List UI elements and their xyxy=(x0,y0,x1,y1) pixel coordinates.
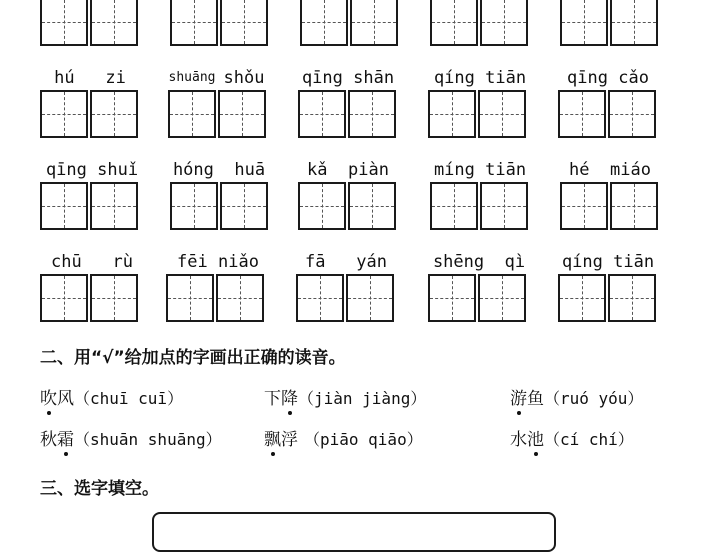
char-cell[interactable] xyxy=(610,182,658,230)
char-box-pair[interactable] xyxy=(428,274,528,322)
char-box-pair[interactable] xyxy=(40,90,140,138)
char-box-pair[interactable] xyxy=(560,182,660,230)
char-box-pair[interactable] xyxy=(298,90,398,138)
char-box-pair[interactable] xyxy=(40,0,140,46)
writing-grid-row-1 xyxy=(0,0,701,46)
char-cell[interactable] xyxy=(428,90,476,138)
pinyin-label: shǒu xyxy=(223,68,265,88)
dotted-character: 吹 xyxy=(40,384,57,409)
char-cell[interactable] xyxy=(480,0,528,46)
character: 秋 xyxy=(40,430,57,450)
char-box-pair[interactable] xyxy=(170,0,270,46)
char-cell[interactable] xyxy=(170,0,218,46)
char-cell[interactable] xyxy=(298,90,346,138)
pinyin-label: míng tiān xyxy=(433,160,527,180)
char-cell[interactable] xyxy=(300,0,348,46)
char-cell[interactable] xyxy=(428,274,476,322)
char-cell[interactable] xyxy=(350,0,398,46)
char-cell[interactable] xyxy=(296,274,344,322)
pinyin-label: hóng huā xyxy=(172,160,266,180)
pronunciation-item[interactable] xyxy=(40,425,222,450)
char-cell[interactable] xyxy=(90,274,138,322)
dotted-character: 降 xyxy=(281,384,298,409)
char-box-pair[interactable] xyxy=(298,182,398,230)
char-box-pair[interactable] xyxy=(558,90,658,138)
char-box-pair[interactable] xyxy=(170,182,270,230)
pinyin-options[interactable]: （chuī cuī） xyxy=(74,389,184,408)
dotted-character: 飘 xyxy=(264,425,281,450)
char-cell[interactable] xyxy=(170,182,218,230)
char-cell[interactable] xyxy=(218,90,266,138)
char-cell[interactable] xyxy=(90,90,138,138)
char-cell[interactable] xyxy=(40,182,88,230)
char-box-pair[interactable] xyxy=(168,90,268,138)
char-cell[interactable] xyxy=(90,0,138,46)
char-box-pair[interactable] xyxy=(430,0,530,46)
writing-grid-row-3 xyxy=(0,182,701,230)
dotted-character: 霜 xyxy=(57,425,74,450)
char-cell[interactable] xyxy=(430,0,478,46)
char-box-pair[interactable] xyxy=(430,182,530,230)
char-cell[interactable] xyxy=(608,90,656,138)
char-box-pair[interactable] xyxy=(40,274,140,322)
pinyin-label: fā yán xyxy=(305,252,387,272)
char-cell[interactable] xyxy=(40,0,88,46)
char-cell[interactable] xyxy=(430,182,478,230)
pinyin-label: kǎ piàn xyxy=(307,160,389,180)
char-cell[interactable] xyxy=(348,90,396,138)
pinyin-label: chū rù xyxy=(51,252,133,272)
pinyin-label: shēng qì xyxy=(432,252,526,272)
pinyin-options[interactable]: （jiàn jiàng） xyxy=(298,389,427,408)
char-cell[interactable] xyxy=(558,90,606,138)
section-2-title: 二、用“√”给加点的字画出正确的读音。 xyxy=(40,348,346,368)
char-box-pair[interactable] xyxy=(166,274,266,322)
pronunciation-item[interactable] xyxy=(510,425,634,450)
char-cell[interactable] xyxy=(40,90,88,138)
pinyin-label: qīng shuǐ xyxy=(45,160,139,180)
dotted-character: 游 xyxy=(510,384,527,409)
pinyin-options[interactable]: （ruó yóu） xyxy=(544,389,644,408)
char-box-pair[interactable] xyxy=(428,90,528,138)
char-box-pair[interactable] xyxy=(558,274,658,322)
pinyin-label: qíng tiān xyxy=(433,68,527,88)
char-cell[interactable] xyxy=(348,182,396,230)
char-cell[interactable] xyxy=(298,182,346,230)
writing-grid-row-2 xyxy=(0,90,701,138)
character: 下 xyxy=(264,389,281,409)
char-cell[interactable] xyxy=(216,274,264,322)
char-cell[interactable] xyxy=(478,274,526,322)
pinyin-label: shuāng xyxy=(168,70,216,85)
character: 风 xyxy=(57,389,74,409)
character: 浮 xyxy=(281,430,298,450)
pronunciation-item[interactable] xyxy=(264,384,426,409)
pinyin-options[interactable]: （cí chí） xyxy=(544,430,634,449)
character: 鱼 xyxy=(527,389,544,409)
pinyin-label: fēi niǎo xyxy=(177,252,259,272)
pinyin-label: qīng shān xyxy=(301,68,395,88)
pronunciation-item[interactable] xyxy=(40,384,183,409)
pinyin-options[interactable]: （shuān shuāng） xyxy=(74,430,222,449)
char-cell[interactable] xyxy=(558,274,606,322)
char-cell[interactable] xyxy=(220,0,268,46)
pinyin-label: hé miáo xyxy=(569,160,651,180)
char-box-pair[interactable] xyxy=(40,182,140,230)
char-cell[interactable] xyxy=(610,0,658,46)
char-cell[interactable] xyxy=(608,274,656,322)
dotted-character: 池 xyxy=(527,425,544,450)
pinyin-label: qīng cǎo xyxy=(567,68,649,88)
char-box-pair[interactable] xyxy=(300,0,400,46)
char-cell[interactable] xyxy=(560,182,608,230)
char-box-pair[interactable] xyxy=(296,274,396,322)
word-choice-box xyxy=(152,512,556,552)
char-cell[interactable] xyxy=(478,90,526,138)
character: 水 xyxy=(510,430,527,450)
section-3-title: 三、选字填空。 xyxy=(40,479,159,499)
pinyin-label: qíng tiān xyxy=(561,252,655,272)
pronunciation-item[interactable] xyxy=(264,425,423,450)
char-cell[interactable] xyxy=(560,0,608,46)
char-cell[interactable] xyxy=(480,182,528,230)
pinyin-options[interactable]: （piāo qiāo） xyxy=(304,430,423,449)
char-box-pair[interactable] xyxy=(560,0,660,46)
char-cell[interactable] xyxy=(346,274,394,322)
char-cell[interactable] xyxy=(90,182,138,230)
char-cell[interactable] xyxy=(40,274,88,322)
writing-grid-row-4 xyxy=(0,274,701,322)
char-cell[interactable] xyxy=(168,90,216,138)
pinyin-label: hú zi xyxy=(54,68,126,88)
char-cell[interactable] xyxy=(220,182,268,230)
char-cell[interactable] xyxy=(166,274,214,322)
pronunciation-item[interactable] xyxy=(510,384,643,409)
